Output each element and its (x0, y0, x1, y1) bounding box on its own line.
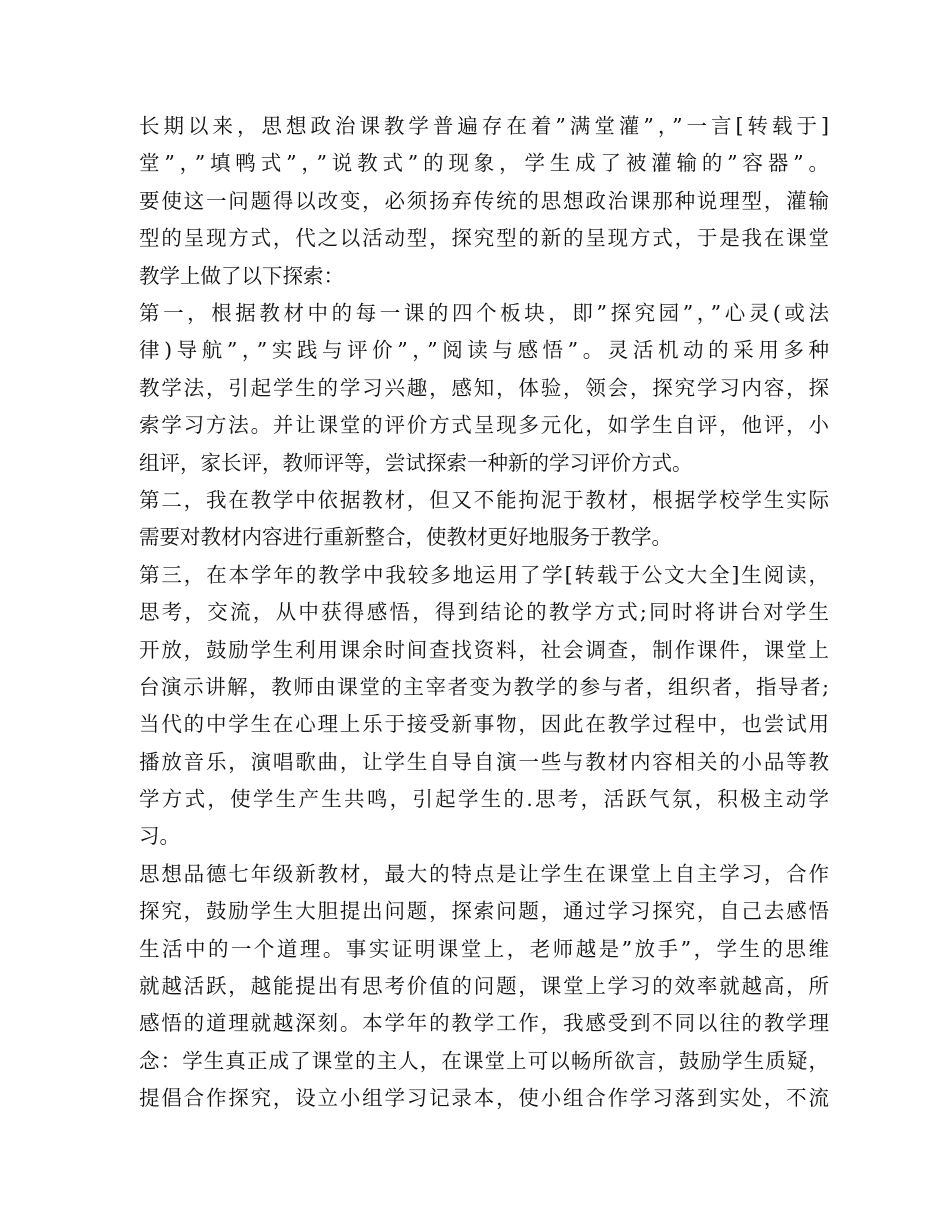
text-line: 思考，交流，从中获得感悟，得到结论的教学方式;同时将讲台对学生 (139, 600, 829, 625)
text-line: 探究，鼓励学生大胆提出问题，探索问题，通过学习探究，自己去感悟 (139, 899, 829, 924)
text-line: 型的呈现方式，代之以活动型，探究型的新的呈现方式，于是我在课堂 (139, 226, 829, 251)
text-line: 堂”，”填鸭式”，”说教式”的现象，学生成了被灌输的”容器”。 (139, 151, 829, 176)
text-line: 律)导航”，”实践与评价”，”阅读与感悟”。灵活机动的采用多种 (139, 338, 829, 363)
text-line: 第二，我在教学中依据教材，但又不能拘泥于教材，根据学校学生实际 (139, 487, 829, 512)
text-line: 长期以来，思想政治课教学普遍存在着”满堂灌”，”一言[转载于] (139, 114, 829, 138)
text-line: 教学法，引起学生的学习兴趣，感知，体验，领会，探究学习内容，探 (139, 375, 829, 400)
text-line: 要使这一问题得以改变，必须扬弃传统的思想政治课那种说理型，灌输 (139, 188, 829, 213)
text-line: 思想品德七年级新教材，最大的特点是让学生在课堂上自主学习，合作 (139, 861, 829, 886)
text-line: 索学习方法。并让课堂的评价方式呈现多元化，如学生自评，他评，小 (139, 413, 829, 438)
text-line: 组评，家长评，教师评等，尝试探索一种新的学习评价方式。 (139, 450, 693, 475)
text-line: 第三，在本学年的教学中我较多地运用了学[转载于公文大全]生阅读， (139, 562, 829, 587)
text-line: 就越活跃，越能提出有思考价值的问题，课堂上学习的效率就越高，所 (139, 974, 829, 999)
text-line: 台演示讲解，教师由课堂的主宰者变为教学的参与者，组织者，指导者; (139, 674, 829, 699)
body-text (139, 108, 829, 1118)
text-line: 感悟的道理就越深刻。本学年的教学工作，我感受到不同以往的教学理 (139, 1011, 829, 1036)
text-line: 生活中的一个道理。事实证明课堂上，老师越是”放手”，学生的思维 (139, 936, 829, 961)
text-line: 教学上做了以下探索： (139, 263, 344, 288)
text-line: 念：学生真正成了课堂的主人，在课堂上可以畅所欲言，鼓励学生质疑， (139, 1048, 829, 1073)
text-line: 第一，根据教材中的每一课的四个板块，即”探究园”，”心灵(或法 (139, 300, 829, 325)
text-line: 习。 (139, 824, 180, 849)
text-line: 播放音乐，演唱歌曲，让学生自导自演一些与教材内容相关的小品等教 (139, 749, 829, 774)
text-line: 学方式，使学生产生共鸣，引起学生的.思考，活跃气氛，积极主动学 (139, 787, 829, 812)
text-line: 当代的中学生在心理上乐于接受新事物，因此在教学过程中，也尝试用 (139, 712, 829, 737)
text-line: 开放，鼓励学生利用课余时间查找资料，社会调查，制作课件，课堂上 (139, 637, 829, 662)
text-line: 需要对教材内容进行重新整合，使教材更好地服务于教学。 (139, 525, 672, 550)
text-line: 提倡合作探究，设立小组学习记录本，使小组合作学习落到实处，不流 (139, 1086, 829, 1111)
